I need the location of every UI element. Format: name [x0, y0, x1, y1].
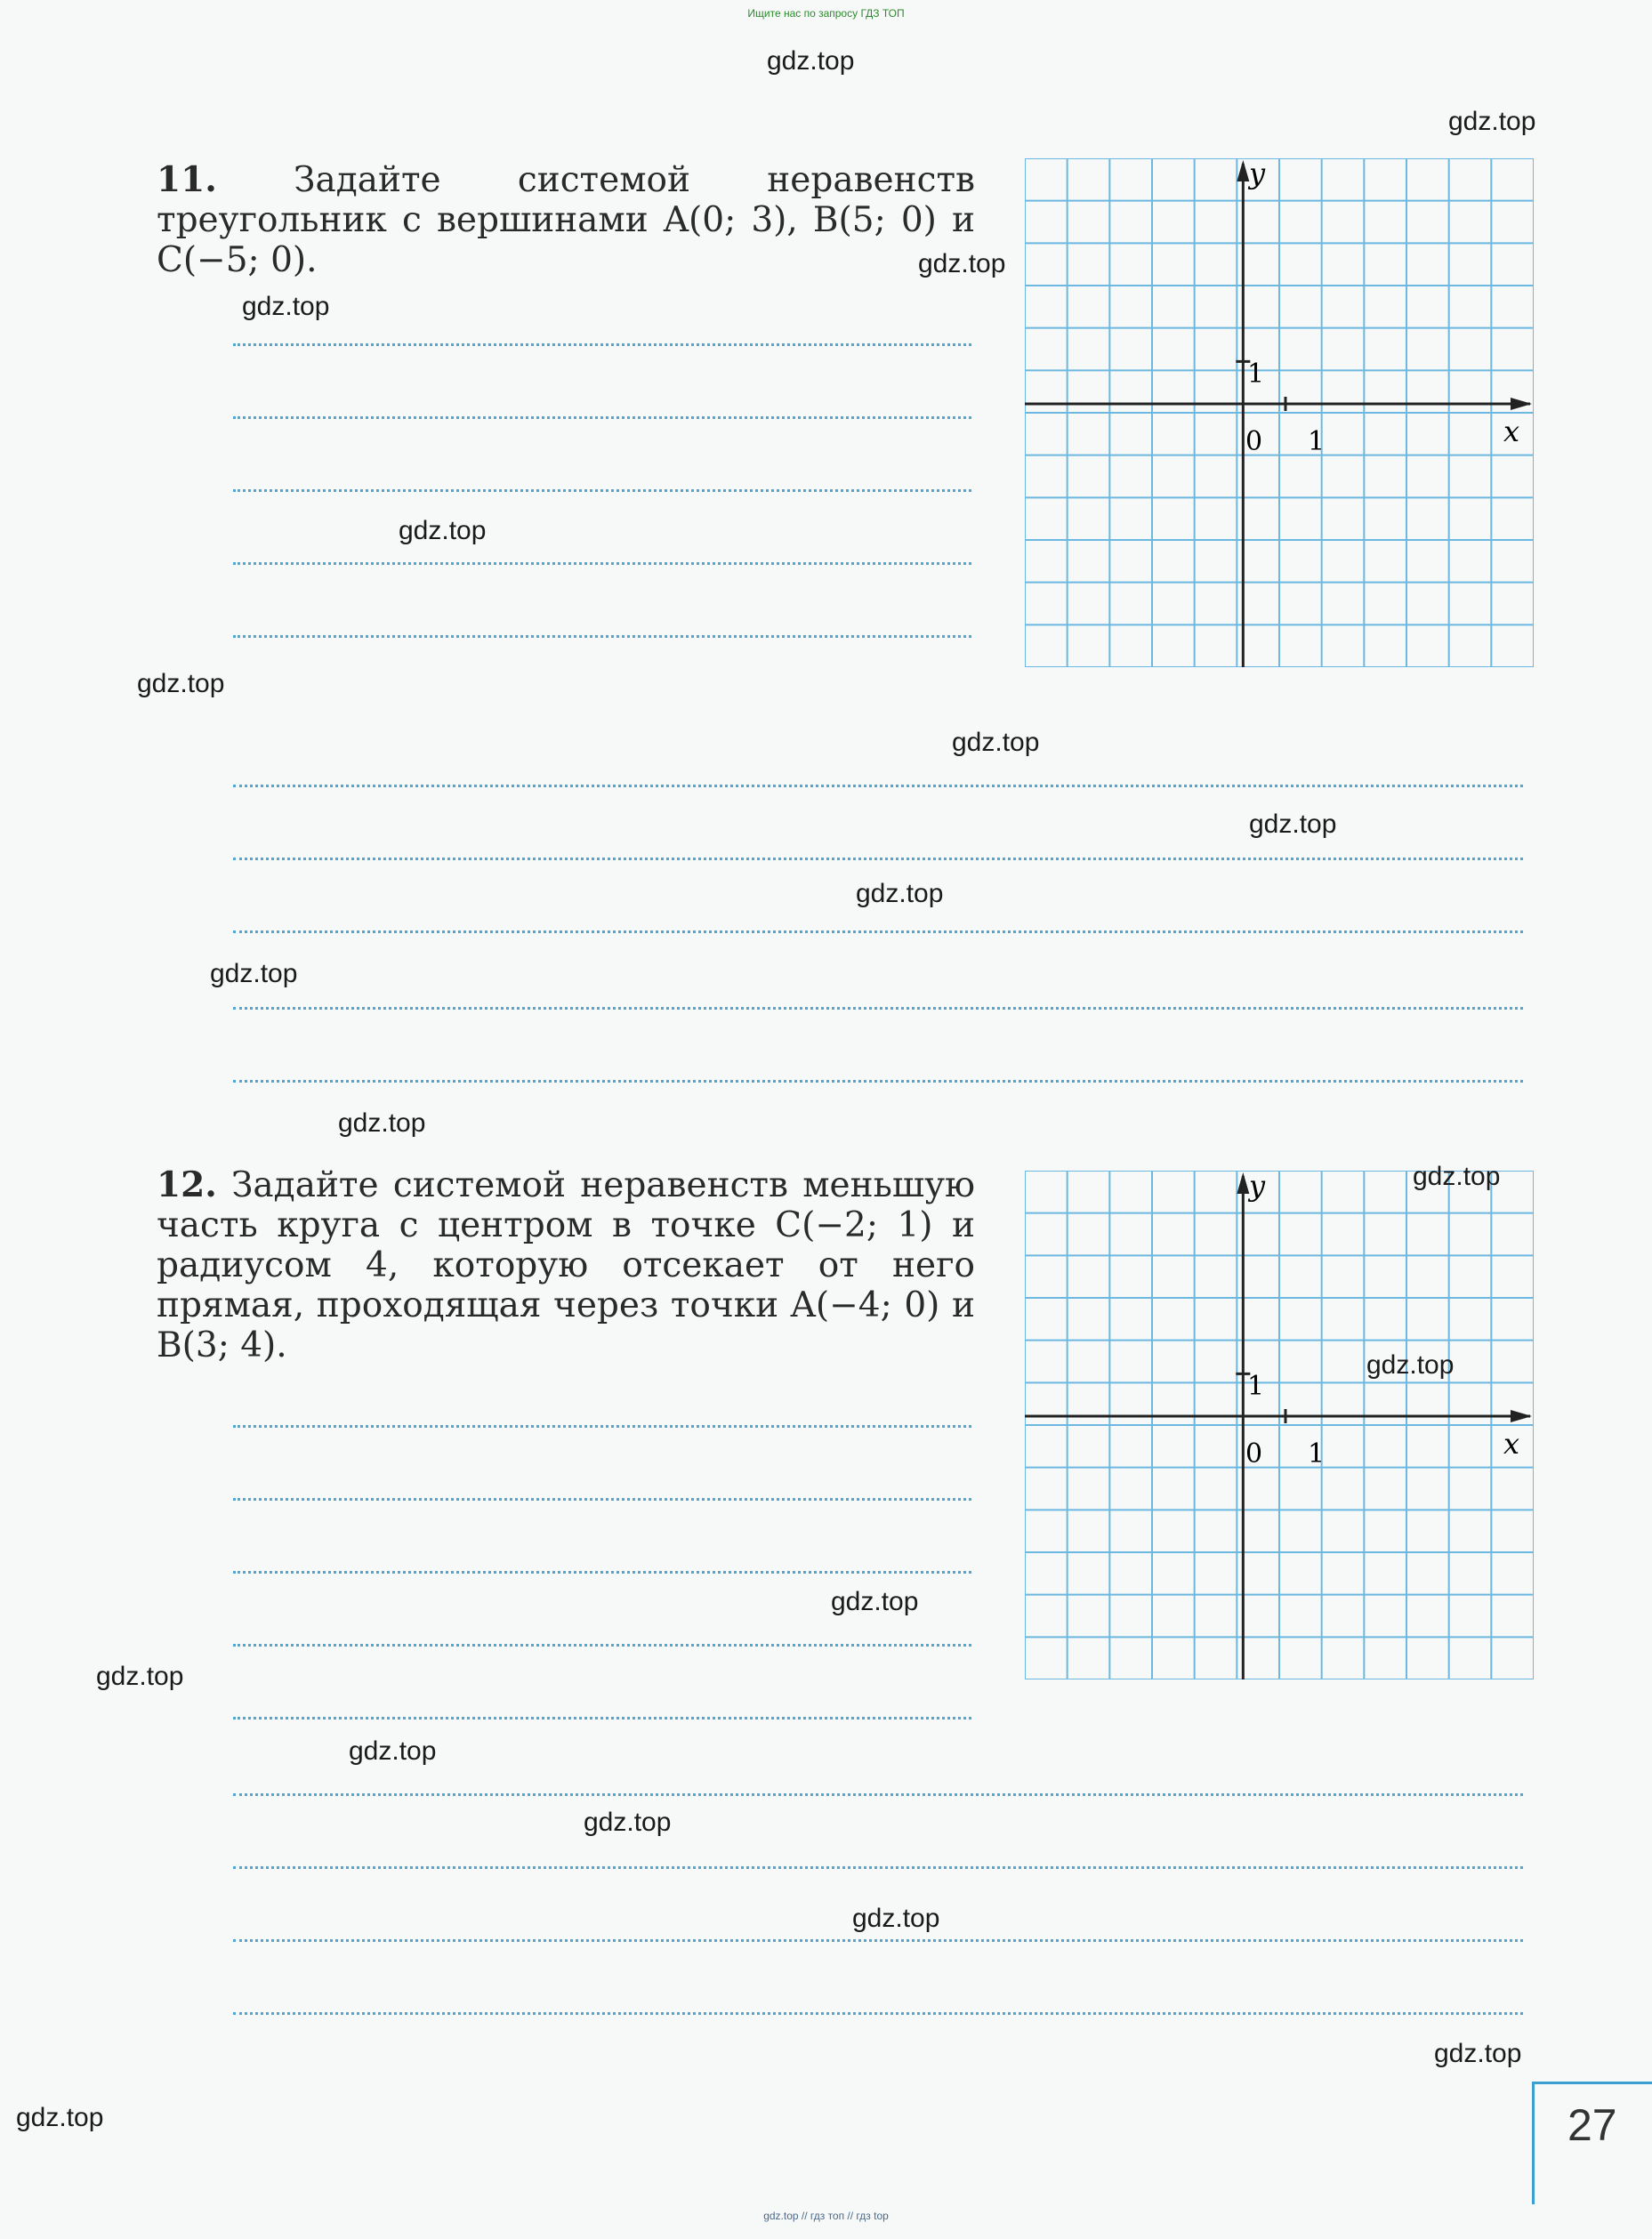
- y-axis-arrow-icon: [1237, 1172, 1249, 1194]
- watermark: gdz.top: [242, 292, 330, 321]
- watermark: gdz.top: [584, 1808, 672, 1837]
- y-axis-arrow-icon: [1237, 160, 1249, 181]
- watermark: gdz.top: [349, 1736, 437, 1766]
- coordinate-grid-1[interactable]: [1025, 158, 1534, 667]
- task-11: [157, 160, 975, 280]
- page-number: 27: [1567, 2100, 1617, 2150]
- grid-lines: [1025, 1171, 1534, 1679]
- x-axis-arrow-icon: [1511, 1410, 1532, 1422]
- origin-label: 0: [1245, 426, 1263, 457]
- watermark: gdz.top: [831, 1587, 919, 1616]
- answer-line[interactable]: [233, 635, 971, 638]
- watermark: gdz.top: [918, 249, 1006, 278]
- task-11-number: 11.: [157, 159, 217, 200]
- unit-x-label: 1: [1308, 1438, 1326, 1470]
- watermark: gdz.top: [852, 1904, 940, 1933]
- answer-line[interactable]: [233, 562, 971, 565]
- answer-line[interactable]: [233, 1717, 971, 1720]
- watermark: gdz.top: [338, 1108, 426, 1138]
- unit-y-label: 1: [1247, 1371, 1265, 1402]
- task-12-text: Задайте системой неравенств меньшую часть круга с центром в точке C(−2; 1) и радиусом 4, которую отсекает от него прямая, проходящая через точки A(−4; 0) и B(3; 4).: [157, 1165, 975, 1365]
- y-axis-label: y: [1249, 158, 1266, 190]
- answer-line[interactable]: [233, 1866, 1523, 1869]
- answer-line[interactable]: [233, 1939, 1523, 1942]
- task-11-text: Задайте системой неравенств треугольник с вершинами A(0; 3), B(5; 0) и C(−5; 0).: [157, 160, 975, 280]
- origin-label: 0: [1245, 1438, 1263, 1470]
- watermark: gdz.top: [856, 879, 944, 908]
- answer-line[interactable]: [233, 2012, 1523, 2015]
- x-axis-arrow-icon: [1511, 398, 1532, 410]
- grid-lines: [1025, 158, 1534, 667]
- coordinate-grid-2[interactable]: [1025, 1171, 1534, 1679]
- watermark: gdz.top: [1366, 1350, 1455, 1380]
- unit-y-label: 1: [1247, 358, 1265, 390]
- watermark: gdz.top: [137, 669, 225, 698]
- answer-line[interactable]: [233, 1080, 1523, 1083]
- watermark: gdz.top: [952, 728, 1040, 757]
- header-note: Ищите нас по запросу ГДЗ ТОП: [747, 7, 905, 20]
- answer-line[interactable]: [233, 930, 1523, 933]
- answer-line[interactable]: [233, 1498, 971, 1501]
- answer-line[interactable]: [233, 1425, 971, 1428]
- y-axis-label: y: [1249, 1171, 1266, 1203]
- answer-line[interactable]: [233, 1793, 1523, 1796]
- task-12-number: 12.: [157, 1164, 217, 1205]
- watermark: gdz.top: [16, 2103, 104, 2132]
- answer-line[interactable]: [233, 343, 971, 346]
- answer-line[interactable]: [233, 785, 1523, 787]
- answer-line[interactable]: [233, 1007, 1523, 1010]
- footer-note: gdz.top // гдз топ // гдз top: [763, 2210, 889, 2222]
- unit-x-label: 1: [1308, 426, 1326, 457]
- answer-line[interactable]: [233, 1644, 971, 1647]
- watermark: gdz.top: [1434, 2039, 1522, 2068]
- x-axis-label: x: [1503, 415, 1520, 448]
- watermark: gdz.top: [1413, 1162, 1501, 1191]
- task-12: [157, 1165, 975, 1365]
- answer-line[interactable]: [233, 489, 971, 492]
- watermark: gdz.top: [96, 1662, 184, 1691]
- answer-line[interactable]: [233, 858, 1523, 860]
- watermark: gdz.top: [210, 959, 298, 988]
- x-axis-label: x: [1503, 1427, 1520, 1461]
- watermark: gdz.top: [767, 46, 855, 76]
- watermark: gdz.top: [399, 516, 487, 545]
- watermark: gdz.top: [1448, 107, 1536, 136]
- answer-line[interactable]: [233, 416, 971, 419]
- answer-line[interactable]: [233, 1571, 971, 1574]
- watermark: gdz.top: [1249, 809, 1337, 839]
